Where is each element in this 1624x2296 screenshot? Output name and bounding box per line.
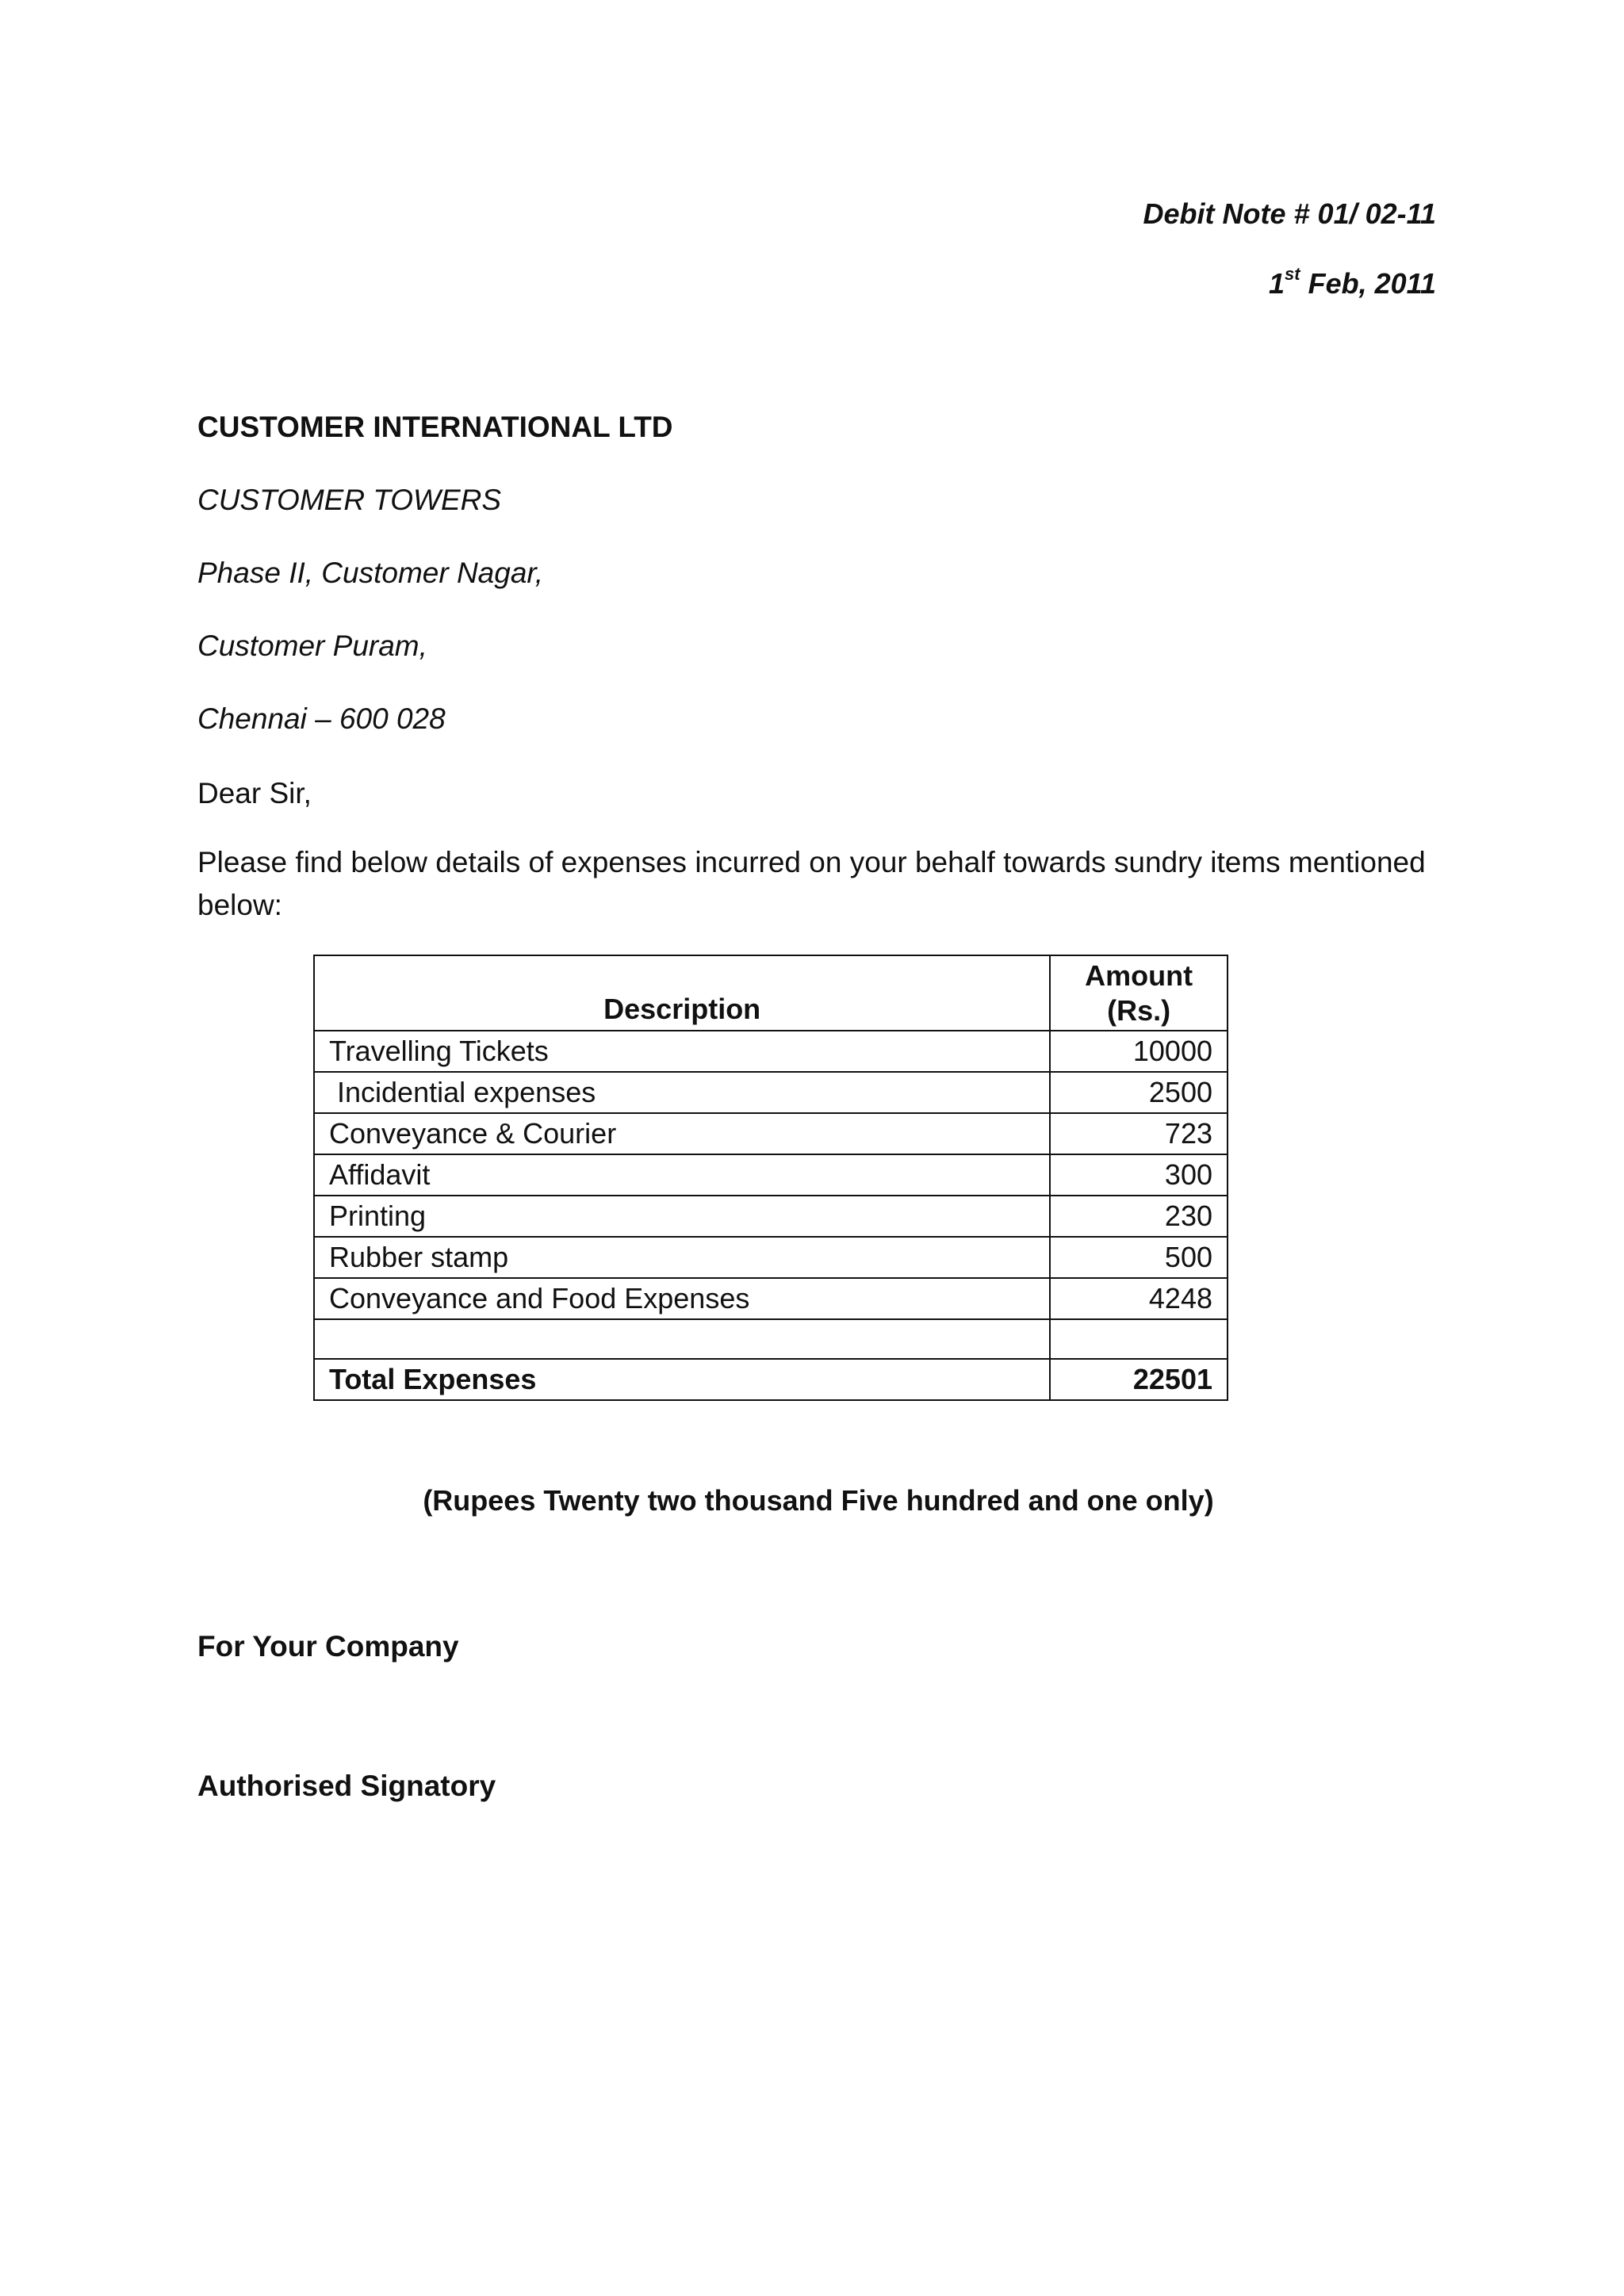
recipient-address-line1: Phase II, Customer Nagar, xyxy=(197,557,543,589)
row-description xyxy=(314,1319,1050,1359)
table-row xyxy=(314,1196,1228,1237)
table-row xyxy=(314,1278,1228,1319)
table-header-row xyxy=(314,955,1228,1031)
row-description: Conveyance & Courier xyxy=(314,1113,1050,1154)
intro-paragraph: Please find below details of expenses incurred on your behalf towards sundry items mentioned below: xyxy=(197,846,1426,921)
table-row-empty xyxy=(314,1319,1228,1359)
amount-in-words: (Rupees Twenty two thousand Five hundred and one only) xyxy=(423,1484,1214,1517)
debit-note-date xyxy=(1269,266,1436,301)
authorised-signatory: Authorised Signatory xyxy=(197,1770,496,1802)
salutation: Dear Sir, xyxy=(197,777,312,809)
row-description: Printing xyxy=(314,1196,1050,1237)
table-row xyxy=(314,1072,1228,1113)
recipient-address-line2: Customer Puram, xyxy=(197,629,427,662)
table-row xyxy=(314,1154,1228,1196)
amount-header-line2: (Rs.) xyxy=(1107,993,1171,1027)
row-amount: 723 xyxy=(1050,1113,1228,1154)
debit-note-number: Debit Note # 01/ 02-11 xyxy=(1143,197,1436,230)
row-description: Affidavit xyxy=(314,1154,1050,1196)
row-amount: 500 xyxy=(1050,1237,1228,1278)
row-description: Incidential expenses xyxy=(314,1072,1050,1113)
row-description: Travelling Tickets xyxy=(314,1031,1050,1072)
table-row xyxy=(314,1031,1228,1072)
total-label: Total Expenses xyxy=(314,1359,1050,1400)
expenses-table xyxy=(313,955,1228,1401)
table-row xyxy=(314,1113,1228,1154)
row-description: Rubber stamp xyxy=(314,1237,1050,1278)
table-row xyxy=(314,1237,1228,1278)
row-amount: 300 xyxy=(1050,1154,1228,1196)
row-description: Conveyance and Food Expenses xyxy=(314,1278,1050,1319)
recipient-company: CUSTOMER INTERNATIONAL LTD xyxy=(197,411,673,443)
row-amount: 10000 xyxy=(1050,1031,1228,1072)
recipient-building: CUSTOMER TOWERS xyxy=(197,484,502,516)
column-header-amount xyxy=(1050,955,1228,1031)
row-amount xyxy=(1050,1319,1228,1359)
date-month-year: Feb, 2011 xyxy=(1300,267,1436,300)
column-header-description: Description xyxy=(314,955,1050,1031)
recipient-city: Chennai – 600 028 xyxy=(197,702,446,735)
for-company: For Your Company xyxy=(197,1630,459,1663)
row-amount: 2500 xyxy=(1050,1072,1228,1113)
total-amount: 22501 xyxy=(1050,1359,1228,1400)
date-suffix: st xyxy=(1285,264,1300,284)
table-total-row xyxy=(314,1359,1228,1400)
amount-header-line1: Amount xyxy=(1085,959,1193,992)
date-day: 1 xyxy=(1268,267,1285,300)
row-amount: 4248 xyxy=(1050,1278,1228,1319)
row-amount: 230 xyxy=(1050,1196,1228,1237)
